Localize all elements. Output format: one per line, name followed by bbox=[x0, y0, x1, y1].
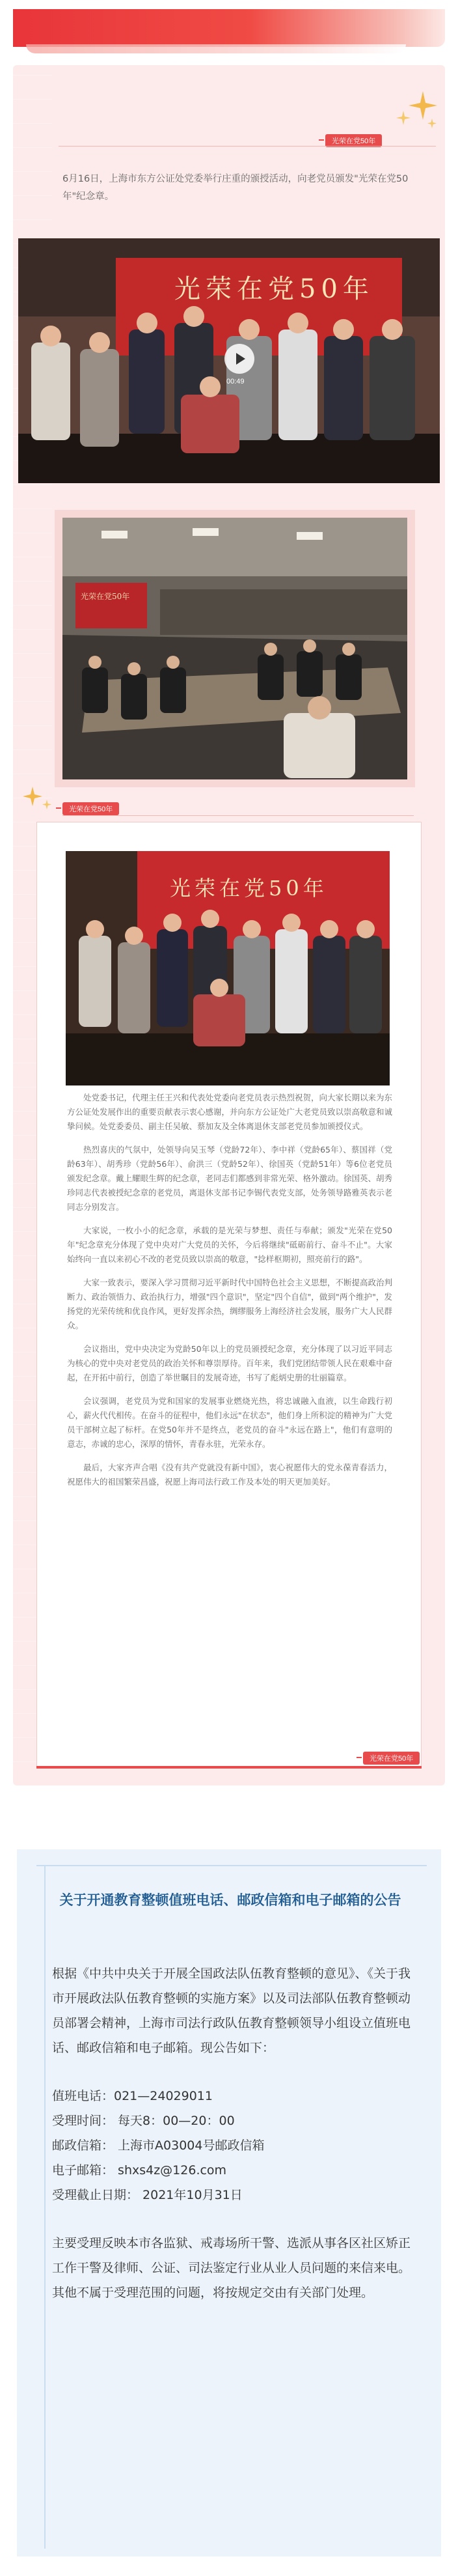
sparkle-icon bbox=[384, 85, 442, 137]
paragraph: 大家一致表示，要深入学习贯彻习近平新时代中国特色社会主义思想，不断提高政治判断力、政治领悟力、政治执行力，增强"四个意识"，坚定"四个自信"，做到"两个维护"，发扬党的光荣传统和优良作风，更好发挥余热，绸缪服务上海经济社会发展，服务广大人民群众。 bbox=[67, 1278, 393, 1330]
paragraph: 会议强调，老党员为党和国家的发展事业燃烧光热，将忠诚融入血液，以生命践行初心，薪火代代相传。在奋斗的征程中，他们永远"在状态"，他们身上所积淀的精神为广大党员干部树立起了标杆。在党50年并不是终点，老党员的奋斗"永远在路上"，他们有意明的意志，赤诚的忠心，深厚的情怀，青春永驻，光荣永存。 bbox=[67, 1396, 392, 1449]
paragraph: 大家说，一枚小小的纪念章，承载的是光荣与梦想、责任与奉献；颁发"光荣在党50年"纪念章充分体现了党中央对广大党员的关怀，今后将继续"砥砺前行、奋斗不止"。大家始终向一直以来初心不改的老党员致以崇高的敬意，"捻样枢期初，照亮前行的路"。 bbox=[67, 1225, 392, 1264]
hours-row: 受理时间： 每天8：00—20：00 bbox=[52, 2114, 235, 2128]
video-banner-text: 光荣在党50年 bbox=[174, 274, 374, 304]
section-tag-2: 光荣在党50年 bbox=[62, 802, 119, 815]
hotline-row: 值班电话：021—24029011 bbox=[52, 2089, 213, 2103]
meeting-screen-text: 光荣在党50年 bbox=[81, 592, 130, 601]
email-row[interactable]: 电子邮箱： shxs4z@126.com bbox=[52, 2163, 227, 2177]
paragraph: 最后，大家齐声合唱《没有共产党就没有新中国》，衷心祝愿伟大的党永葆青春活力，祝愿伟大的祖国繁荣昌盛，祝愿上海司法行政工作及本处的明天更加美好。 bbox=[67, 1463, 392, 1487]
announcement-box bbox=[17, 1849, 441, 2556]
play-button[interactable] bbox=[224, 344, 254, 374]
section-tag-3: 光荣在党50年 bbox=[363, 1752, 420, 1765]
article-card bbox=[36, 822, 422, 1769]
meeting-photo bbox=[62, 518, 407, 779]
photo-banner-text: 光荣在党50年 bbox=[170, 876, 328, 901]
meeting-photo-frame bbox=[55, 510, 415, 787]
article-body bbox=[67, 1091, 392, 1498]
postbox-row: 邮政信箱： 上海市A03004号邮政信箱 bbox=[52, 2138, 265, 2153]
top-banner bbox=[13, 9, 445, 72]
sparkle-icon-left bbox=[18, 781, 57, 814]
announcement-title: 关于开通教育整顿值班电话、邮政信箱和电子邮箱的公告 bbox=[59, 1892, 401, 1908]
red-ribbon bbox=[13, 9, 445, 47]
video-player[interactable] bbox=[18, 238, 440, 483]
paragraph: 处党委书记，代理主任王兴和代表处党委向老党员表示热烈祝贺，向大家长期以来为东方公证处发展作出的重要贡献表示衷心感谢，并向东方公证处广大老党员致以崇高敬意和诚挚问候。处党委委员、副主任吴敏、蔡加友及全体离退休支部老党员参加颁授仪式。 bbox=[67, 1093, 393, 1131]
paragraph: 会议指出，党中央决定为党龄50年以上的党员颁授纪念章，充分体现了以习近平同志为核心的党中央对老党员的政治关怀和尊崇厚待。百年来，我们党团结带领人民在艰难中奋起，在开拓中前行，创造了举世瞩目的发展奇迹，书写了彪炳史册的壮丽篇章。 bbox=[67, 1344, 393, 1382]
paragraph: 热烈喜庆的气氛中，处领导向吴玉琴（党龄72年）、李中祥（党龄65年）、蔡国祥（党龄63年）、胡秀珍（党龄56年）、俞洪三（党龄52年）、徐国英（党龄51年）等6位老党员颁发纪念章。戴上耀眼生辉的纪念章，老同志们都感到非常光荣、格外激动。徐国英、胡秀珍同志代表被授纪念章的老党员，离退休支部书记李锡代表党支部，处务领导路雅英表示老同志分别发言。 bbox=[67, 1145, 393, 1212]
group-photo bbox=[66, 851, 390, 1085]
section-tag: 光荣在党50年 bbox=[325, 134, 382, 147]
announcement-paragraph-2: 主要受理反映本市各监狱、戒毒场所干警、选派从事各区社区矫正工作干警及律师、公证、司法鉴定行业从业人员问题的来信来电。其他不属于受理范围的问题，将按规定交由有关部门处理。 bbox=[52, 2236, 411, 2300]
contact-list bbox=[52, 2084, 416, 2207]
announcement-paragraph: 根据《中共中央关于开展全国政法队伍教育整顿的意见》、《关于我市开展政法队伍教育整顿的实施方案》以及司法部队伍教育整顿动员部署会精神，上海市司法行政队伍教育整顿领导小组设立值班电话、邮政信箱和电子邮箱。现公告如下： bbox=[52, 1967, 411, 2055]
intro-text: 6月16日，上海市东方公证处党委举行庄重的颁授活动，向老党员颁发"光荣在党50年"纪念章。 bbox=[62, 174, 409, 202]
deadline-row: 受理截止日期： 2021年10月31日 bbox=[52, 2188, 243, 2202]
announcement-body bbox=[52, 1961, 416, 2329]
video-duration: 00:49 bbox=[226, 378, 245, 385]
